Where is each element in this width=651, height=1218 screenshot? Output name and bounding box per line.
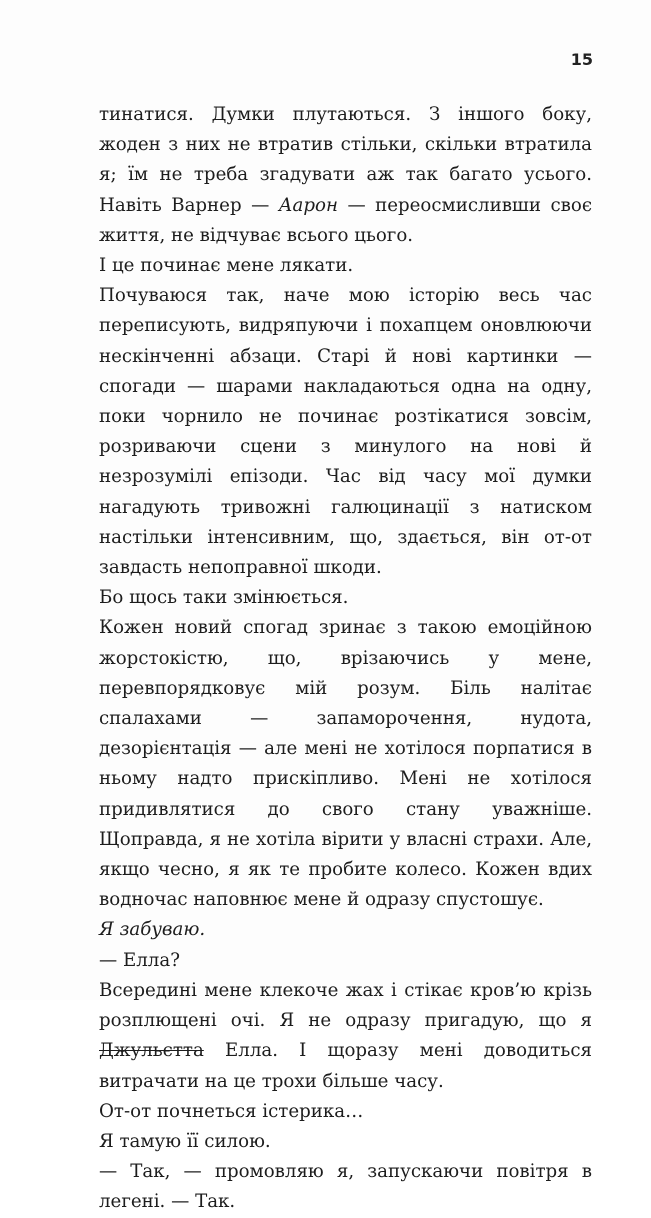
paragraph bbox=[99, 613, 592, 915]
text-segment: Бо щось таки змінюється. bbox=[99, 587, 349, 609]
paragraph bbox=[99, 1157, 592, 1217]
text-segment: Я тамую її силою. bbox=[99, 1130, 271, 1152]
text-segment: Кожен новий спогад зринає з такою емоційною жорстокістю, що, врізаючись у мене, перевпорядковує мій розум. Біль налітає спалахами — запаморочення, нудота, дезорієнтація — але мені не хотілося порпатися в ньому надто прискіпливо. Мені не хотілося придивлятися до свого стану уважніше. Щоправда, я не хотіла вірити у власні страхи. Але, якщо чесно, я як те пробите колесо. Кожен вдих водночас наповнює мене й одразу спустошує. bbox=[99, 617, 592, 911]
text-segment: тинатися. Думки плутаються. З іншого боку, жоден з них не втратив стільки, скільки втратила я; їм не треба згадувати аж так багато усього. Навіть Варнер — bbox=[99, 104, 592, 216]
text-segment-strikethrough: Джульєтта bbox=[99, 1040, 204, 1062]
paragraph bbox=[99, 1127, 592, 1157]
paragraph bbox=[99, 1097, 592, 1127]
paragraph bbox=[99, 100, 592, 251]
paragraph bbox=[99, 583, 592, 613]
text-segment: — Так, — промовляю я, запускаючи повітря в легені. — Так. bbox=[99, 1161, 592, 1213]
text-segment: Всередині мене клекоче жах і стікає кров’ю крізь розплющені очі. Я не одразу пригадую, що я bbox=[99, 979, 592, 1032]
text-segment: От-от почнеться істерика… bbox=[99, 1100, 364, 1122]
text-segment: — переосмисливши своє життя, не відчуває всього цього. bbox=[99, 194, 593, 246]
paragraph bbox=[99, 915, 592, 945]
page-number: 15 bbox=[570, 50, 593, 69]
text-segment: Елла. І щоразу мені доводиться витрачати на це трохи більше часу. bbox=[99, 1040, 592, 1092]
text-segment: Почуваюся так, наче мою історію весь час переписують, видряпуючи і похапцем оновлюючи нескінченні абзаци. Старі й нові картинки — спогади — шарами накладаються одна на одну, поки чорнило не починає розтікатися зовсім, розриваючи сцени з минулого на нові й незрозумілі епізоди. Час від часу мої думки нагадують тривожні галюцинації з натиском настільки інтенсивним, що, здається, він от-от завдасть непоправної шкоди. bbox=[99, 285, 592, 579]
text-segment-italic: Я забуваю. bbox=[99, 919, 206, 941]
text-segment-italic: Аарон bbox=[278, 194, 338, 216]
text-segment: — Елла? bbox=[99, 949, 180, 971]
paragraph bbox=[99, 281, 592, 583]
body-text bbox=[99, 100, 592, 1218]
paragraph bbox=[99, 251, 592, 281]
text-segment: І це починає мене лякати. bbox=[99, 255, 354, 277]
paragraph bbox=[99, 976, 592, 1097]
paragraph bbox=[99, 946, 592, 976]
